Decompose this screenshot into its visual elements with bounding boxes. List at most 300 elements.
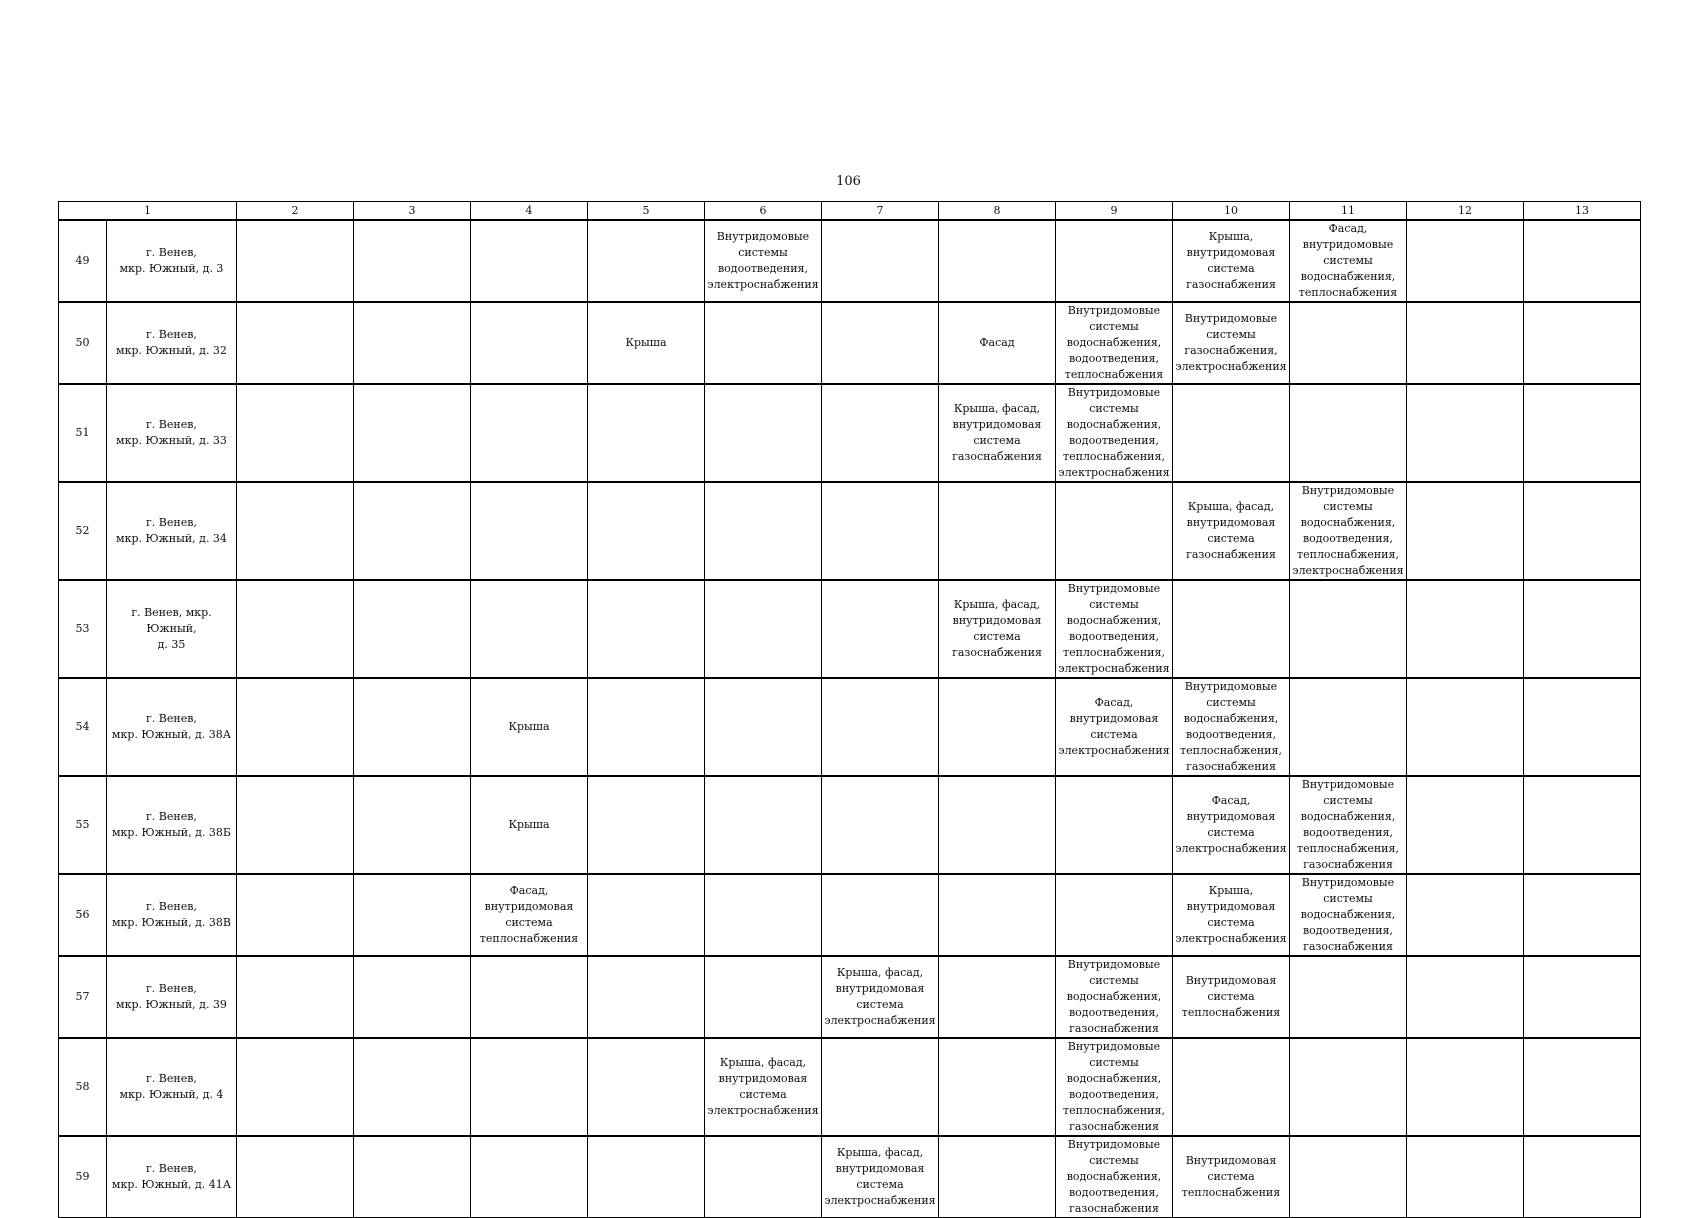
header-col-4: 4 — [471, 202, 588, 221]
cell-col-10 — [1173, 678, 1290, 776]
cell-col-12 — [1407, 874, 1524, 956]
cell-col-2 — [237, 776, 354, 874]
cell-col-13 — [1524, 302, 1641, 384]
cell-col-2 — [237, 482, 354, 580]
cell-text-line: электроснабжения — [824, 1014, 936, 1027]
address-cell — [107, 956, 237, 1038]
cell-col-9 — [1056, 1136, 1173, 1218]
cell-text-line: внутридомовая — [835, 982, 925, 995]
cell-col-9 — [1056, 302, 1173, 384]
cell-text-line: водоснабжения, — [1066, 1072, 1162, 1085]
cell-col-9 — [1056, 580, 1173, 678]
cell-col-7 — [822, 776, 939, 874]
cell-col-5 — [588, 220, 705, 302]
cell-text-line: газоснабжения — [1303, 858, 1393, 871]
cell-text-line: Внутридомовые — [1067, 386, 1161, 399]
cell-col-10 — [1173, 220, 1290, 302]
cell-text-line: водоотведения, — [1302, 826, 1393, 839]
cell-text-line: внутридомовая — [952, 614, 1042, 627]
cell-col-11 — [1290, 874, 1407, 956]
cell-text-line: Фасад, — [1211, 794, 1251, 807]
header-col-8: 8 — [939, 202, 1056, 221]
cell-text-line: Внутридомовая — [1185, 974, 1277, 987]
row-number: 57 — [59, 956, 107, 1038]
table-row — [59, 1038, 1641, 1136]
cell-text-line: электроснабжения — [707, 278, 819, 291]
cell-col-13 — [1524, 874, 1641, 956]
cell-text-line: д. 35 — [157, 638, 186, 651]
cell-col-5 — [588, 384, 705, 482]
cell-text-line: системы — [1323, 892, 1373, 905]
row-number: 53 — [59, 580, 107, 678]
cell-text-line: внутридомовая — [1186, 516, 1276, 529]
cell-col-9 — [1056, 384, 1173, 482]
cell-text-line: Крыша, фасад, — [953, 598, 1041, 611]
header-col-1: 1 — [59, 202, 237, 221]
cell-col-7 — [822, 384, 939, 482]
cell-col-10 — [1173, 874, 1290, 956]
cell-text-line: система — [1090, 728, 1138, 741]
cell-text-line: электроснабжения — [1058, 466, 1170, 479]
cell-col-3 — [354, 874, 471, 956]
cell-text-line: внутридомовая — [1069, 712, 1159, 725]
cell-col-3 — [354, 776, 471, 874]
cell-text-line: г. Венев, — [146, 900, 197, 913]
cell-text-line: газоснабжения — [952, 646, 1042, 659]
cell-col-3 — [354, 1136, 471, 1218]
cell-text-line: водоотведения, — [1302, 924, 1393, 937]
cell-text-line: системы — [1323, 794, 1373, 807]
repair-schedule-table — [58, 201, 1641, 1218]
cell-text-line: водоотведения, — [1068, 1006, 1159, 1019]
cell-col-11 — [1290, 776, 1407, 874]
cell-text-line: система — [973, 434, 1021, 447]
header-col-3: 3 — [354, 202, 471, 221]
cell-text-line: теплоснабжения, — [1180, 744, 1282, 757]
cell-col-10 — [1173, 776, 1290, 874]
cell-text-line: Внутридомовые — [1067, 304, 1161, 317]
address-cell — [107, 302, 237, 384]
cell-col-4 — [471, 956, 588, 1038]
cell-text-line: г. Венев, — [146, 982, 197, 995]
cell-text-line: Внутридомовые — [1184, 680, 1278, 693]
row-number: 56 — [59, 874, 107, 956]
row-number: 58 — [59, 1038, 107, 1136]
row-number: 52 — [59, 482, 107, 580]
address-cell — [107, 384, 237, 482]
cell-col-13 — [1524, 580, 1641, 678]
cell-col-4 — [471, 302, 588, 384]
cell-text-line: Крыша, фасад, — [719, 1056, 807, 1069]
cell-col-4 — [471, 220, 588, 302]
cell-text-line: Внутридомовые — [1067, 1040, 1161, 1053]
cell-text-line: газоснабжения — [1303, 940, 1393, 953]
cell-col-12 — [1407, 1038, 1524, 1136]
cell-text-line: водоснабжения, — [1066, 336, 1162, 349]
cell-text-line: г. Венев, — [146, 1162, 197, 1175]
cell-text-line: г. Венев, — [146, 712, 197, 725]
cell-col-10 — [1173, 482, 1290, 580]
row-number: 51 — [59, 384, 107, 482]
row-number: 49 — [59, 220, 107, 302]
cell-col-13 — [1524, 1136, 1641, 1218]
cell-text-line: водоснабжения, — [1066, 990, 1162, 1003]
cell-col-6 — [705, 1136, 822, 1218]
cell-col-7 — [822, 956, 939, 1038]
cell-col-5 — [588, 1136, 705, 1218]
cell-text-line: Внутридомовые — [1301, 876, 1395, 889]
cell-col-2 — [237, 874, 354, 956]
cell-text-line: система — [1207, 916, 1255, 929]
cell-col-5 — [588, 580, 705, 678]
table-row — [59, 956, 1641, 1038]
cell-text-line: Внутридомовые — [716, 230, 810, 243]
cell-text-line: водоснабжения, — [1183, 712, 1279, 725]
cell-col-3 — [354, 678, 471, 776]
cell-col-5 — [588, 302, 705, 384]
cell-text-line: Крыша, — [1208, 230, 1254, 243]
cell-col-4 — [471, 678, 588, 776]
cell-col-7 — [822, 678, 939, 776]
cell-col-10 — [1173, 956, 1290, 1038]
cell-text-line: мкр. Южный, д. 41А — [111, 1178, 232, 1191]
header-col-12: 12 — [1407, 202, 1524, 221]
cell-text-line: системы — [1089, 974, 1139, 987]
cell-col-2 — [237, 956, 354, 1038]
cell-text-line: г. Венев, — [146, 328, 197, 341]
cell-col-13 — [1524, 1038, 1641, 1136]
cell-text-line: газоснабжения — [1186, 278, 1276, 291]
cell-text-line: водоотведения, — [1302, 532, 1393, 545]
cell-text-line: водоснабжения, — [1300, 516, 1396, 529]
cell-col-11 — [1290, 956, 1407, 1038]
cell-col-8 — [939, 1136, 1056, 1218]
cell-col-12 — [1407, 302, 1524, 384]
cell-text-line: водоотведения, — [1068, 1088, 1159, 1101]
table-row — [59, 482, 1641, 580]
cell-text-line: электроснабжения — [707, 1104, 819, 1117]
cell-text-line: Крыша, фасад, — [836, 966, 924, 979]
header-col-11: 11 — [1290, 202, 1407, 221]
cell-text-line: мкр. Южный, д. 32 — [116, 344, 227, 357]
cell-col-11 — [1290, 1136, 1407, 1218]
cell-text-line: теплоснабжения, — [1063, 1104, 1165, 1117]
cell-col-10 — [1173, 384, 1290, 482]
cell-text-line: системы — [1206, 696, 1256, 709]
cell-text-line: газоснабжения — [952, 450, 1042, 463]
cell-text-line: мкр. Южный, д. 38В — [112, 916, 231, 929]
address-cell — [107, 220, 237, 302]
cell-text-line: г. Венев, — [146, 418, 197, 431]
cell-col-6 — [705, 1038, 822, 1136]
row-number: 59 — [59, 1136, 107, 1218]
cell-col-7 — [822, 580, 939, 678]
address-cell — [107, 1038, 237, 1136]
cell-col-3 — [354, 302, 471, 384]
cell-text-line: г. Венев, — [146, 516, 197, 529]
address-cell — [107, 776, 237, 874]
address-cell — [107, 874, 237, 956]
cell-col-6 — [705, 678, 822, 776]
cell-text-line: теплоснабжения — [1181, 1186, 1281, 1199]
cell-text-line: водоснабжения, — [1300, 810, 1396, 823]
cell-col-2 — [237, 1038, 354, 1136]
cell-text-line: Внутридомовые — [1067, 582, 1161, 595]
cell-text-line: водоснабжения, — [1066, 614, 1162, 627]
cell-text-line: водоснабжения, — [1300, 908, 1396, 921]
table-row — [59, 1136, 1641, 1218]
cell-text-line: Внутридомовые — [1067, 1138, 1161, 1151]
cell-text-line: электроснабжения — [824, 1194, 936, 1207]
cell-text-line: электроснабжения — [1175, 932, 1287, 945]
cell-col-13 — [1524, 482, 1641, 580]
cell-col-10 — [1173, 1136, 1290, 1218]
cell-col-9 — [1056, 678, 1173, 776]
table-body — [59, 220, 1641, 1218]
header-col-6: 6 — [705, 202, 822, 221]
cell-text-line: г. Венев, — [146, 810, 197, 823]
cell-col-4 — [471, 776, 588, 874]
cell-text-line: внутридомовая — [1186, 900, 1276, 913]
cell-col-11 — [1290, 678, 1407, 776]
cell-text-line: мкр. Южный, д. 34 — [116, 532, 227, 545]
cell-col-9 — [1056, 874, 1173, 956]
cell-text-line: системы — [1089, 320, 1139, 333]
cell-col-8 — [939, 956, 1056, 1038]
cell-text-line: системы — [1206, 328, 1256, 341]
cell-text-line: водоотведения, — [717, 262, 808, 275]
address-cell — [107, 678, 237, 776]
cell-text-line: мкр. Южный, д. 4 — [119, 1088, 224, 1101]
cell-col-4 — [471, 1038, 588, 1136]
cell-col-4 — [471, 580, 588, 678]
cell-col-13 — [1524, 776, 1641, 874]
cell-col-11 — [1290, 482, 1407, 580]
cell-col-9 — [1056, 220, 1173, 302]
table-row — [59, 776, 1641, 874]
cell-col-8 — [939, 874, 1056, 956]
cell-text-line: Фасад, — [1328, 222, 1368, 235]
header-col-13: 13 — [1524, 202, 1641, 221]
cell-text-line: система — [973, 630, 1021, 643]
cell-text-line: системы — [1089, 598, 1139, 611]
cell-text-line: система — [1207, 262, 1255, 275]
cell-col-6 — [705, 776, 822, 874]
cell-text-line: газоснабжения — [1186, 760, 1276, 773]
cell-col-2 — [237, 220, 354, 302]
cell-col-11 — [1290, 220, 1407, 302]
cell-text-line: Внутридомовые — [1184, 312, 1278, 325]
cell-text-line: газоснабжения — [1186, 548, 1276, 561]
cell-text-line: теплоснабжения — [1181, 1006, 1281, 1019]
cell-text-line: электроснабжения — [1058, 744, 1170, 757]
cell-text-line: внутридомовая — [1186, 246, 1276, 259]
header-col-10: 10 — [1173, 202, 1290, 221]
header-col-7: 7 — [822, 202, 939, 221]
cell-col-8 — [939, 776, 1056, 874]
cell-text-line: системы — [1323, 500, 1373, 513]
cell-text-line: газоснабжения — [1069, 1022, 1159, 1035]
cell-col-12 — [1407, 384, 1524, 482]
cell-col-8 — [939, 678, 1056, 776]
cell-text-line: внутридомовая — [835, 1162, 925, 1175]
cell-col-13 — [1524, 384, 1641, 482]
cell-text-line: водоснабжения, — [1066, 418, 1162, 431]
cell-text-line: газоснабжения, — [1184, 344, 1278, 357]
cell-col-8 — [939, 1038, 1056, 1136]
cell-text-line: электроснабжения — [1175, 360, 1287, 373]
table-row — [59, 678, 1641, 776]
cell-col-6 — [705, 302, 822, 384]
cell-text-line: системы — [1089, 402, 1139, 415]
cell-text-line: Крыша — [625, 336, 667, 349]
cell-col-12 — [1407, 482, 1524, 580]
cell-col-7 — [822, 482, 939, 580]
cell-text-line: внутридомовая — [718, 1072, 808, 1085]
row-number: 55 — [59, 776, 107, 874]
cell-col-12 — [1407, 1136, 1524, 1218]
cell-text-line: Крыша — [508, 720, 550, 733]
cell-text-line: электроснабжения — [1292, 564, 1404, 577]
cell-text-line: Внутридомовые — [1301, 778, 1395, 791]
cell-text-line: мкр. Южный, д. 38Б — [112, 826, 231, 839]
cell-text-line: Внутридомовые — [1067, 958, 1161, 971]
cell-text-line: водоснабжения, — [1300, 270, 1396, 283]
cell-text-line: водоотведения, — [1185, 728, 1276, 741]
cell-col-3 — [354, 384, 471, 482]
cell-col-8 — [939, 302, 1056, 384]
cell-col-11 — [1290, 302, 1407, 384]
cell-col-7 — [822, 1038, 939, 1136]
cell-col-13 — [1524, 678, 1641, 776]
cell-col-4 — [471, 874, 588, 956]
table-row — [59, 874, 1641, 956]
cell-text-line: газоснабжения — [1069, 1120, 1159, 1133]
cell-text-line: водоотведения, — [1068, 1186, 1159, 1199]
cell-col-11 — [1290, 1038, 1407, 1136]
cell-col-10 — [1173, 302, 1290, 384]
cell-text-line: система — [1207, 532, 1255, 545]
cell-col-5 — [588, 678, 705, 776]
cell-col-11 — [1290, 580, 1407, 678]
cell-col-7 — [822, 302, 939, 384]
cell-text-line: газоснабжения — [1069, 1202, 1159, 1215]
cell-col-4 — [471, 482, 588, 580]
cell-text-line: теплоснабжения — [479, 932, 579, 945]
address-cell — [107, 580, 237, 678]
cell-text-line: электроснабжения — [1058, 662, 1170, 675]
cell-col-9 — [1056, 482, 1173, 580]
cell-text-line: система — [1207, 826, 1255, 839]
cell-col-7 — [822, 1136, 939, 1218]
cell-col-4 — [471, 1136, 588, 1218]
cell-text-line: г. Венев, — [146, 1072, 197, 1085]
cell-text-line: Внутридомовая — [1185, 1154, 1277, 1167]
cell-text-line: внутридомовая — [484, 900, 574, 913]
cell-text-line: Крыша, фасад, — [836, 1146, 924, 1159]
cell-text-line: мкр. Южный, д. 38А — [111, 728, 232, 741]
cell-text-line: Фасад, — [1094, 696, 1134, 709]
cell-col-3 — [354, 956, 471, 1038]
cell-text-line: теплоснабжения, — [1063, 450, 1165, 463]
cell-text-line: системы — [738, 246, 788, 259]
row-number: 50 — [59, 302, 107, 384]
cell-col-12 — [1407, 580, 1524, 678]
cell-col-9 — [1056, 776, 1173, 874]
cell-text-line: система — [1207, 990, 1255, 1003]
cell-text-line: водоотведения, — [1068, 630, 1159, 643]
cell-col-8 — [939, 580, 1056, 678]
cell-col-8 — [939, 384, 1056, 482]
cell-col-6 — [705, 580, 822, 678]
cell-col-12 — [1407, 220, 1524, 302]
cell-col-6 — [705, 956, 822, 1038]
cell-col-5 — [588, 776, 705, 874]
cell-col-7 — [822, 220, 939, 302]
header-col-5: 5 — [588, 202, 705, 221]
cell-col-9 — [1056, 1038, 1173, 1136]
cell-text-line: системы — [1089, 1154, 1139, 1167]
cell-text-line: система — [1207, 1170, 1255, 1183]
cell-text-line: теплоснабжения, — [1297, 842, 1399, 855]
row-number: 54 — [59, 678, 107, 776]
cell-col-6 — [705, 384, 822, 482]
cell-text-line: г. Венев, мкр. Южный, — [131, 606, 212, 635]
cell-col-6 — [705, 220, 822, 302]
cell-text-line: водоотведения, — [1068, 352, 1159, 365]
cell-col-3 — [354, 1038, 471, 1136]
cell-text-line: мкр. Южный, д. 3 — [119, 262, 224, 275]
cell-text-line: Фасад — [979, 336, 1015, 349]
cell-text-line: Фасад, — [509, 884, 549, 897]
cell-col-12 — [1407, 678, 1524, 776]
table-row — [59, 384, 1641, 482]
header-col-9: 9 — [1056, 202, 1173, 221]
cell-col-2 — [237, 384, 354, 482]
cell-col-13 — [1524, 956, 1641, 1038]
cell-col-8 — [939, 482, 1056, 580]
cell-col-6 — [705, 482, 822, 580]
cell-col-3 — [354, 220, 471, 302]
cell-col-2 — [237, 580, 354, 678]
cell-col-11 — [1290, 384, 1407, 482]
cell-text-line: системы — [1089, 1056, 1139, 1069]
cell-text-line: Крыша, фасад, — [953, 402, 1041, 415]
cell-text-line: система — [856, 998, 904, 1011]
cell-text-line: Крыша — [508, 818, 550, 831]
cell-col-2 — [237, 1136, 354, 1218]
cell-text-line: внутридомовая — [1186, 810, 1276, 823]
cell-col-10 — [1173, 1038, 1290, 1136]
cell-col-6 — [705, 874, 822, 956]
cell-col-5 — [588, 1038, 705, 1136]
cell-col-9 — [1056, 956, 1173, 1038]
cell-text-line: Крыша, — [1208, 884, 1254, 897]
cell-col-4 — [471, 384, 588, 482]
cell-text-line: системы — [1323, 254, 1373, 267]
cell-text-line: мкр. Южный, д. 39 — [116, 998, 227, 1011]
cell-text-line: система — [856, 1178, 904, 1191]
cell-col-10 — [1173, 580, 1290, 678]
table-header — [59, 202, 1641, 221]
address-cell — [107, 482, 237, 580]
cell-text-line: электроснабжения — [1175, 842, 1287, 855]
cell-col-2 — [237, 302, 354, 384]
cell-text-line: г. Венев, — [146, 246, 197, 259]
cell-text-line: водоснабжения, — [1066, 1170, 1162, 1183]
cell-col-12 — [1407, 956, 1524, 1038]
cell-text-line: внутридомовые — [1302, 238, 1394, 251]
